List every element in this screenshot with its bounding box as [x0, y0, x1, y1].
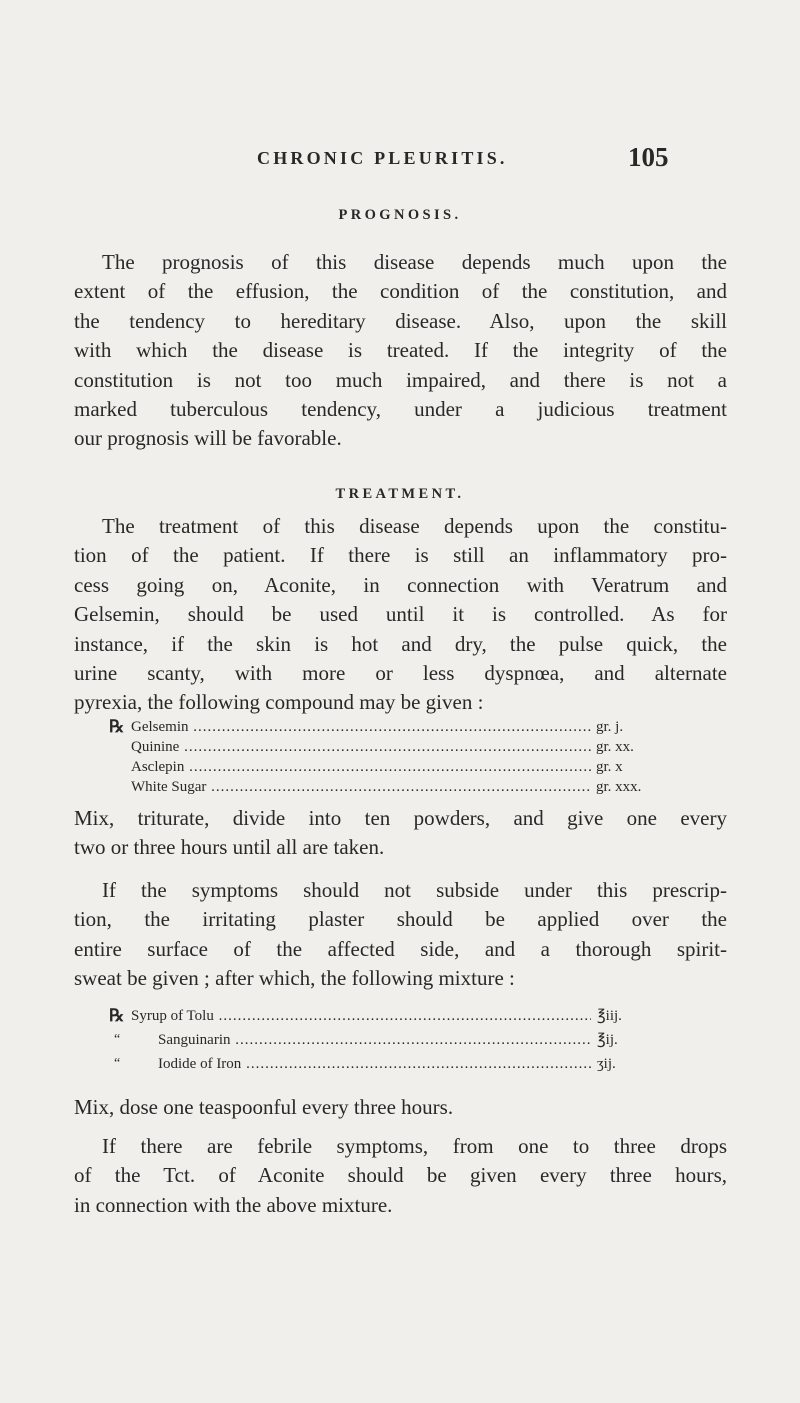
- recipe-symbol: ℞: [109, 1006, 125, 1025]
- ingredient-dose: ℥iij.: [597, 1008, 622, 1024]
- text-line: tion of the patient. If there is still an inflammatory pro-: [74, 543, 727, 568]
- ingredient-name: Gelsemin .....: [131, 717, 591, 737]
- ingredient-name: White Sugar .....: [131, 777, 591, 797]
- ingredient-name: Syrup of Tolu .....: [131, 1004, 591, 1028]
- text-line: The prognosis of this disease depends much upon the: [102, 250, 727, 274]
- text-line: Mix, dose one teaspoonful every three hours.: [74, 1095, 454, 1119]
- dose-instructions: [74, 1093, 727, 1122]
- ingredient-name: Sanguinarin .....: [158, 1028, 591, 1052]
- text-line: marked tuberculous tendency, under a judicious treatment: [74, 397, 727, 422]
- ingredient-dose: gr. x: [596, 759, 623, 775]
- ingredient-dose: gr. j.: [596, 719, 624, 735]
- ingredient-dose: ℥ij.: [597, 1032, 618, 1048]
- prescription-row: [0, 737, 800, 757]
- treatment-heading: TREATMENT.: [335, 486, 465, 502]
- prescription-row: [0, 1028, 800, 1052]
- text-line: of the Tct. of Aconite should be given every three hours,: [74, 1163, 727, 1188]
- text-line: in connection with the above mixture.: [74, 1192, 393, 1217]
- text-line: urine scanty, with more or less dyspnœa, and alternate: [74, 661, 727, 686]
- ditto-mark: “: [114, 1056, 121, 1071]
- ingredient-name: Asclepin .....: [131, 757, 591, 777]
- recipe-symbol: ℞: [109, 717, 125, 736]
- text-line: cess going on, Aconite, in connection with Veratrum and: [74, 572, 727, 597]
- prescription-1: [0, 717, 800, 797]
- text-line: instance, if the skin is hot and dry, the pulse quick, the: [74, 631, 727, 656]
- text-line: sweat be given ; after which, the following mixture :: [74, 966, 515, 991]
- running-title: CHRONIC PLEURITIS.: [257, 148, 508, 168]
- treatment-paragraph: [74, 512, 727, 718]
- ditto-mark: “: [114, 1032, 121, 1047]
- prescription-row: [0, 757, 800, 777]
- prognosis-heading: PROGNOSIS.: [338, 207, 462, 223]
- text-line: The treatment of this disease depends upon the constitu-: [102, 514, 727, 538]
- prescription-row: [0, 717, 800, 737]
- running-head: [0, 142, 800, 182]
- text-line: If the symptoms should not subside under this prescrip-: [102, 878, 727, 902]
- ingredient-name: Iodide of Iron .....: [158, 1052, 591, 1076]
- text-line: entire surface of the affected side, and a thorough spirit-: [74, 936, 727, 961]
- febrile-paragraph: [74, 1132, 727, 1220]
- text-line: with which the disease is treated. If the integrity of the: [74, 338, 727, 363]
- text-line: extent of the effusion, the condition of the constitution, and: [74, 279, 727, 304]
- text-line: If there are febrile symptoms, from one to three drops: [102, 1134, 727, 1158]
- page-number: 105: [628, 142, 669, 172]
- ingredient-dose: ʒij.: [597, 1056, 616, 1072]
- text-line: Gelsemin, should be used until it is controlled. As for: [74, 602, 727, 627]
- prescription-row: [0, 777, 800, 797]
- ingredient-dose: gr. xxx.: [596, 779, 642, 795]
- prognosis-paragraph: [74, 248, 727, 454]
- symptoms-paragraph: [74, 876, 727, 994]
- text-line: Mix, triturate, divide into ten powders, and give one every: [74, 806, 727, 830]
- prescription-row: [0, 1052, 800, 1076]
- mix-instructions: [74, 804, 727, 863]
- text-line: the tendency to hereditary disease. Also, upon the skill: [74, 308, 727, 333]
- text-line: pyrexia, the following compound may be given :: [74, 690, 484, 715]
- text-line: our prognosis will be favorable.: [74, 426, 342, 451]
- ingredient-dose: gr. xx.: [596, 739, 634, 755]
- ingredient-name: Quinine .....: [131, 737, 591, 757]
- text-line: constitution is not too much impaired, and there is not a: [74, 367, 727, 392]
- text-line: tion, the irritating plaster should be applied over the: [74, 907, 727, 932]
- prescription-2: [0, 1004, 800, 1076]
- prescription-row: [0, 1004, 800, 1028]
- text-line: two or three hours until all are taken.: [74, 835, 385, 860]
